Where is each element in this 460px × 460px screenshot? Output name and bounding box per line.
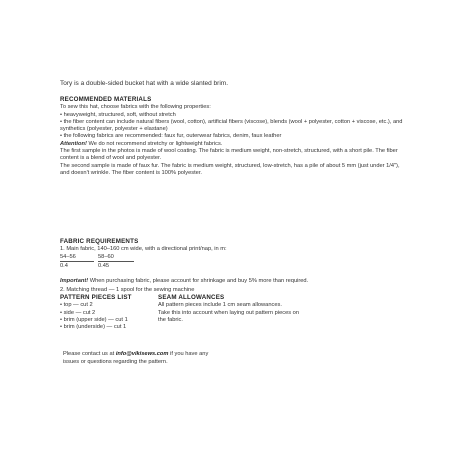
size-value-1: 0.4 xyxy=(60,263,68,270)
materials-bullet-2: • the fiber content can include natural fibers (wool, cotton), artificial fibers (viscose), blends (wool + polyester, cotton + viscose, etc.), and synthetics (polyester, polyester + elastane) xyxy=(60,118,403,133)
contact-section xyxy=(63,351,208,366)
important-text: When purchasing fabric, please account for shrinkage and buy 5% more than required. xyxy=(88,277,309,284)
size-table-header xyxy=(60,254,405,264)
attention-label: Attention! xyxy=(60,140,87,147)
size-table-values xyxy=(60,263,405,270)
materials-heading: RECOMMENDED MATERIALS xyxy=(60,96,152,103)
contact-line-1 xyxy=(63,351,208,359)
main-fabric-line: 1. Main fabric, 140–160 cm wide, with a directional print/nap, in m: xyxy=(60,246,227,253)
contact-pre: Please contact us at xyxy=(63,351,116,357)
pattern-pieces-section xyxy=(60,294,132,331)
materials-lead: To sew this hat, choose fabrics with the following properties: xyxy=(60,104,211,111)
email-link[interactable]: info@vikisews.com xyxy=(115,351,169,357)
intro-text: Tory is a double-sided bucket hat with a wide slanted brim. xyxy=(60,80,229,87)
piece-item: • side — cut 2 xyxy=(60,309,96,316)
sample-1-description: The first sample in the photos is made of wool coating. The fabric is medium weight, non-stretch, structured, with a short pile. The fiber content is a blend of wool and polyester. xyxy=(60,148,398,162)
size-header-1: 54–56 xyxy=(60,254,94,263)
fabric-requirements-section xyxy=(60,238,405,295)
piece-item: • top — cut 2 xyxy=(60,302,93,309)
thread-line: 2. Matching thread — 1 spool for the sewing machine xyxy=(60,287,195,294)
piece-item: • brim (underside) — cut 1 xyxy=(60,324,127,331)
size-value-2: 0.45 xyxy=(98,263,110,270)
contact-line-2: issues or questions regarding the pattern. xyxy=(63,358,168,365)
materials-bullet-1: • heavyweight, structured, soft, without stretch xyxy=(60,111,176,118)
size-header-2: 58–60 xyxy=(98,254,134,263)
seam-allowances-section xyxy=(158,294,299,324)
important-label: Important! xyxy=(60,277,89,284)
important-note xyxy=(60,278,405,285)
requirements-heading: FABRIC REQUIREMENTS xyxy=(60,238,139,245)
allowances-heading: SEAM ALLOWANCES xyxy=(158,294,225,301)
attention-text: We do not recommend stretchy or lightweight fabrics. xyxy=(86,140,223,147)
attention-note xyxy=(60,141,405,148)
recommended-materials-section xyxy=(60,96,405,177)
pieces-heading: PATTERN PIECES LIST xyxy=(60,294,132,301)
allowances-line-2: Take this into account when laying out pattern pieces on xyxy=(158,309,300,316)
allowances-line-1: All pattern pieces include 1 cm seam allowances. xyxy=(158,302,282,309)
materials-bullet-3: • the following fabrics are recommended: faux fur, outerwear fabrics, denim, faux leather xyxy=(60,133,282,140)
contact-post: if you have any xyxy=(168,351,209,357)
piece-item: • brim (upper side) — cut 1 xyxy=(60,316,128,323)
sample-2-description: The second sample is made of faux fur. The fabric is medium weight, structured, low-stretch, has a pile of about 5 mm (just under 1/4"), and doesn't wrinkle. The fiber content is 100% polyester. xyxy=(60,162,400,176)
allowances-line-3: the fabric. xyxy=(158,316,183,323)
